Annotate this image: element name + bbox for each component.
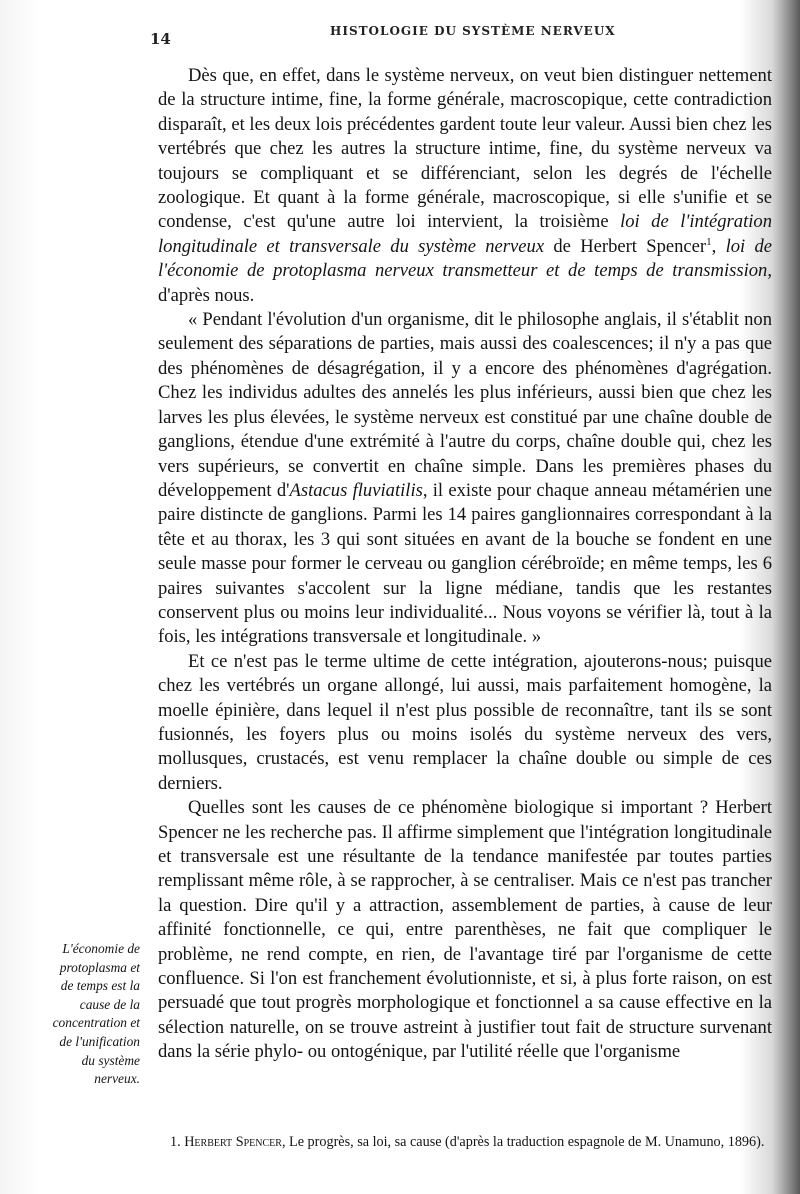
paragraph-4: Quelles sont les causes de ce phénomène biologique si important ? Herbert Spencer ne les recherche pas. Il affirme simplement que l'intégration longitudinale et transversale est une résultante de la tendance manifestée par toutes parties remplissant même rôle, à se rapprocher, à se centraliser. Mais ce n'est pas trancher la question. Dire qu'il y a attraction, assemblement de parties, à cause de leur affinité fonctionnelle, ce qui, entre parenthèses, ne fait que compliquer le problème, ne rend compte, en rien, de l'avantage tiré par l'organisme de cette confluence. Si l'on est franchement évolutionniste, et si, à plus forte raison, on est persuadé que tout progrès morphologique et fonctionnel a sa cause effective en la sélection naturelle, on se trouve astreint à justifier tout fait de structure survenant dans la série phylo- ou ontogénique, par l'utilité réelle que l'organisme	[158, 797, 772, 1063]
paragraph-2-italic-species: Astacus fluviatilis	[289, 479, 423, 501]
footnote-number: 1.	[170, 1134, 181, 1150]
paragraph-2-text-a: « Pendant l'évolution d'un organisme, dit le philosophe anglais, il s'établit non seulement des séparations de parties, mais aussi des coalescences; il n'y a pas que des phénomènes de désagrégation, il y a encore des phénomènes d'agrégation. Chez les individus adultes des annelés les plus inférieurs, aussi bien que chez les larves les plus élevées, le système nerveux est constitué par une chaîne double de ganglions, étendue d'une extrémité à l'autre du corps, chaîne double qui, chez les vers supérieurs, se convertit en chaîne simple. Dans les premières phases du développement d'	[158, 309, 772, 501]
margin-note: L'économie de protoplasma et de temps est la cause de la concentration et de l'unification du système nerveux.	[52, 941, 140, 1087]
footnote-reference: 1	[706, 235, 712, 248]
paragraph-1-italic-law: loi de l'intégration longitudinale et transversale du système nerveux	[158, 211, 772, 257]
paragraph-3: Et ce n'est pas le terme ultime de cette intégration, ajouterons-nous; puisque chez les vertébrés un organe allongé, lui aussi, mais parfaitement homogène, la moelle épinière, dans lequel il n'est plus possible de reconnaître, tant ils se sont fusionnés, les foyers plus ou moins isolés du système nerveux des vers, mollusques, crustacés, est venu remplacer la chaîne double ou simple de ces derniers.	[158, 650, 772, 794]
paragraph-1-text-a: Dès que, en effet, dans le système nerveux, on veut bien distinguer nettement de la structure intime, fine, la forme générale, macroscopique, cette contradiction disparaît, et les deux lois précédentes gardent toute leur valeur. Aussi bien chez les vertébrés que chez les autres la structure intime, fine, du système nerveux va toujours se compliquant et se différenciant, selon les degrés de l'échelle zoologique. Et quant à la forme générale, macroscopique, si elle s'unifie et se condense, c'est qu'une autre loi intervient, la troisième	[158, 65, 772, 233]
paragraph-1	[158, 64, 772, 308]
main-text	[158, 64, 772, 1065]
footnote-text: , Le progrès, sa loi, sa cause (d'après la traduction espagnole de M. Unamuno, 1896).	[281, 1134, 765, 1150]
paragraph-1-separator: ,	[711, 235, 726, 257]
footnote	[162, 1132, 778, 1152]
paragraph-1-text-b: de Herbert Spencer	[544, 235, 707, 257]
footnote-author: Herbert Spencer	[184, 1134, 282, 1150]
paragraph-1-italic-economy: loi de l'économie de protoplasma nerveux transmetteur et de temps de transmission	[158, 235, 773, 282]
paragraph-2	[158, 308, 772, 650]
paragraph-2-text-b: , il existe pour chaque anneau métamérien une paire distincte de ganglions. Parmi les 14 paires ganglionnaires correspondant à la tête et au thorax, les 3 qui sont situées en avant de la bouche se fondent en une seule masse pour former le cerveau ou ganglion cérébroïde; en même temps, les 6 paires suivantes s'accolent sur la ligne médiane, tandis que les restantes conservent plus ou moins leur individualité... Nous voyons se vérifier là, tout à la fois, les intégrations transversale et longitudinale. »	[158, 479, 772, 648]
page-number: 14	[150, 30, 171, 48]
paragraph-1-text-c: , d'après nous.	[158, 260, 772, 306]
running-title: HISTOLOGIE DU SYSTÈME NERVEUX	[330, 24, 616, 38]
